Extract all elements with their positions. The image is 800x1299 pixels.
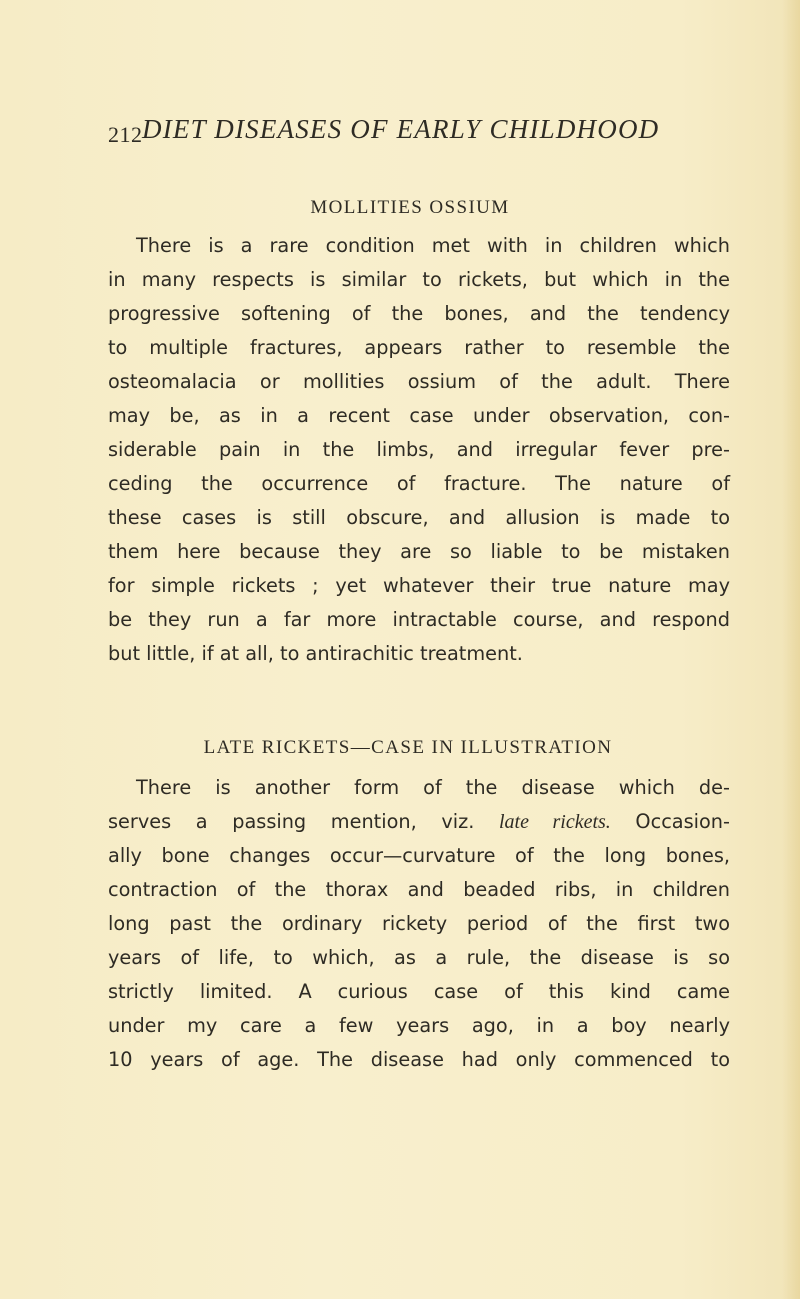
text-line: progressive softening of the bones, and the tendency: [108, 302, 730, 325]
text-line: but little, if at all, to antirachitic treatment.: [108, 642, 523, 665]
running-head: [108, 112, 728, 152]
text-line: these cases is still obscure, and allusion is made to: [108, 506, 730, 529]
text-line: be they run a far more intractable course, and respond: [108, 608, 730, 631]
text-line: 10 years of age. The disease had only commenced to: [108, 1048, 730, 1071]
section-heading-mollities-ossium: MOLLITIES OSSIUM: [310, 197, 510, 218]
section-heading-late-rickets: LATE RICKETS—CASE IN ILLUSTRATION: [203, 737, 613, 758]
text-line: osteomalacia or mollities ossium of the adult. There: [108, 370, 730, 393]
page-edge-shadow: [782, 0, 800, 1299]
text-line: them here because they are so liable to be mistaken: [108, 540, 730, 563]
text-line: ally bone changes occur—curvature of the long bones,: [108, 844, 730, 867]
running-title: DIET DISEASES OF EARLY CHILDHOOD: [142, 114, 660, 144]
page-number: 212: [108, 122, 143, 147]
text-line: for simple rickets ; yet whatever their true nature may: [108, 574, 730, 597]
text-line: ceding the occurrence of fracture. The nature of: [108, 472, 730, 495]
text-line: strictly limited. A curious case of this kind came: [108, 980, 730, 1003]
text-line: years of life, to which, as a rule, the disease is so: [108, 946, 730, 969]
text-line: siderable pain in the limbs, and irregular fever pre-: [108, 438, 730, 461]
text-line: [108, 805, 730, 839]
text-line: There is a rare condition met with in children which: [136, 234, 730, 257]
text-line: long past the ordinary rickety period of the first two: [108, 912, 730, 935]
text-line: There is another form of the disease which de-: [136, 776, 730, 799]
text-line: under my care a few years ago, in a boy nearly: [108, 1014, 730, 1037]
text-fragment: serves a passing mention, viz.: [108, 810, 499, 833]
text-fragment: Occasion-: [610, 810, 730, 833]
text-line: may be, as in a recent case under observation, con-: [108, 404, 730, 427]
text-line: contraction of the thorax and beaded ribs, in children: [108, 878, 730, 901]
italic-term-late-rickets: late rickets.: [499, 811, 611, 833]
paragraph-mollities-ossium: [108, 229, 730, 671]
text-line: in many respects is similar to rickets, but which in the: [108, 268, 730, 291]
paragraph-late-rickets: [108, 771, 730, 1077]
text-line: to multiple fractures, appears rather to resemble the: [108, 336, 730, 359]
